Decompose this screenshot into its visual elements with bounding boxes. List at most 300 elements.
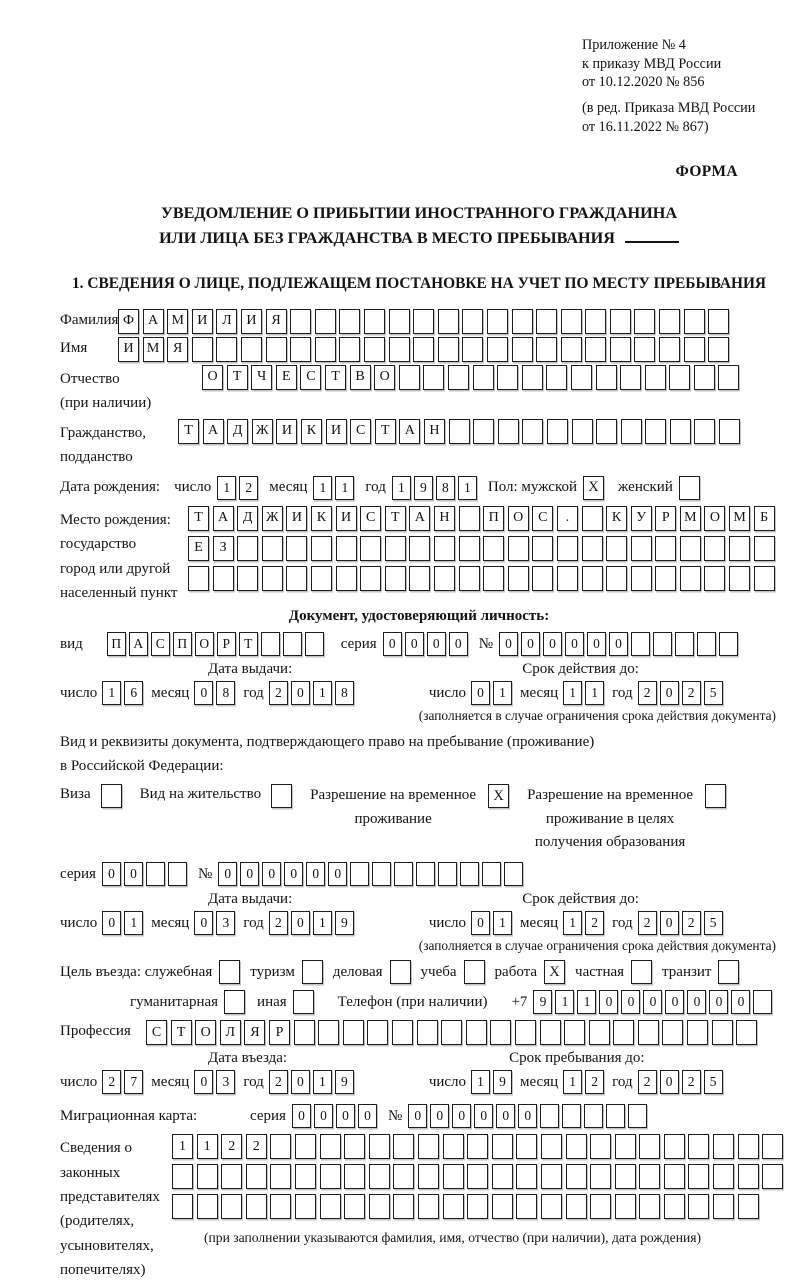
char-box[interactable] [369,1164,390,1189]
char-box[interactable] [634,337,655,362]
char-box[interactable] [512,337,533,362]
char-box[interactable] [459,506,480,531]
char-box[interactable] [492,1134,513,1159]
char-box[interactable] [192,337,213,362]
char-box[interactable] [631,632,650,656]
char-box[interactable] [467,1194,488,1219]
char-box[interactable]: 5 [704,681,723,705]
char-box[interactable]: 0 [660,681,679,705]
char-box[interactable] [561,309,582,334]
char-box[interactable] [572,419,593,444]
char-box[interactable]: 1 [313,681,332,705]
char-box[interactable] [606,566,627,591]
char-box[interactable] [688,1164,709,1189]
char-box[interactable] [687,1020,708,1045]
char-box[interactable]: 9 [335,1070,354,1094]
char-box[interactable]: 1 [335,476,354,500]
char-box[interactable] [606,1104,625,1128]
char-box[interactable] [541,1164,562,1189]
char-box[interactable] [460,862,479,886]
char-box[interactable] [645,419,666,444]
char-box[interactable]: 1 [124,911,143,935]
char-box[interactable] [719,632,738,656]
char-box[interactable]: А [399,419,420,444]
char-box[interactable] [738,1164,759,1189]
char-box[interactable]: 1 [577,990,596,1014]
char-box[interactable] [492,1194,513,1219]
char-box[interactable]: З [213,536,234,561]
char-box[interactable]: 6 [124,681,143,705]
char-box[interactable] [409,566,430,591]
char-box[interactable]: 1 [313,476,332,500]
char-box[interactable]: Т [188,506,209,531]
char-box[interactable] [645,365,666,390]
char-box[interactable]: 0 [660,911,679,935]
char-box[interactable] [246,1194,267,1219]
char-box[interactable]: С [350,419,371,444]
char-box[interactable]: 0 [427,632,446,656]
char-box[interactable] [344,1164,365,1189]
char-box[interactable] [172,1164,193,1189]
char-box[interactable] [596,419,617,444]
char-box[interactable] [364,309,385,334]
char-box[interactable]: И [192,309,213,334]
char-box[interactable] [621,419,642,444]
char-box[interactable] [197,1194,218,1219]
char-box[interactable] [315,309,336,334]
char-box[interactable] [320,1194,341,1219]
char-box[interactable] [615,1164,636,1189]
char-box[interactable] [266,337,287,362]
char-box[interactable]: Т [178,419,199,444]
char-box[interactable] [262,566,283,591]
char-box[interactable]: О [195,632,214,656]
char-box[interactable]: Е [188,536,209,561]
char-box[interactable] [237,536,258,561]
char-box[interactable]: 9 [533,990,552,1014]
char-box[interactable] [418,1134,439,1159]
char-box[interactable]: И [286,506,307,531]
char-box[interactable]: Е [276,365,297,390]
purpose-tourism-checkbox[interactable] [302,960,323,984]
char-box[interactable] [738,1194,759,1219]
char-box[interactable]: 0 [262,862,281,886]
visa-checkbox[interactable] [101,784,122,808]
char-box[interactable]: 0 [291,1070,310,1094]
char-box[interactable] [547,419,568,444]
sex-female-checkbox[interactable] [679,476,700,500]
char-box[interactable]: С [146,1020,167,1045]
char-box[interactable]: А [203,419,224,444]
char-box[interactable] [590,1164,611,1189]
char-box[interactable]: 0 [102,911,121,935]
char-box[interactable] [713,1194,734,1219]
char-box[interactable] [590,1194,611,1219]
char-box[interactable]: 1 [493,911,512,935]
char-box[interactable] [664,1134,685,1159]
char-box[interactable] [492,1164,513,1189]
char-box[interactable] [620,365,641,390]
char-box[interactable] [566,1134,587,1159]
char-box[interactable] [631,536,652,561]
char-box[interactable]: 2 [682,1070,701,1094]
residence-permit-checkbox[interactable] [271,784,292,808]
char-box[interactable]: М [680,506,701,531]
char-box[interactable] [694,419,715,444]
char-box[interactable]: 5 [704,911,723,935]
char-box[interactable] [295,1134,316,1159]
char-box[interactable] [295,1194,316,1219]
char-box[interactable] [343,1020,364,1045]
char-box[interactable]: 9 [414,476,433,500]
char-box[interactable]: 0 [731,990,750,1014]
char-box[interactable]: Ч [251,365,272,390]
char-box[interactable]: И [336,506,357,531]
char-box[interactable]: С [360,506,381,531]
char-box[interactable] [541,1194,562,1219]
char-box[interactable]: 1 [493,681,512,705]
char-box[interactable] [566,1164,587,1189]
char-box[interactable]: К [301,419,322,444]
char-box[interactable]: Я [266,309,287,334]
char-box[interactable]: Ж [262,506,283,531]
char-box[interactable] [221,1194,242,1219]
char-box[interactable]: 1 [197,1134,218,1159]
char-box[interactable]: 0 [405,632,424,656]
char-box[interactable]: 9 [493,1070,512,1094]
char-box[interactable]: Т [375,419,396,444]
char-box[interactable] [369,1194,390,1219]
char-box[interactable]: А [129,632,148,656]
char-box[interactable]: 1 [313,911,332,935]
char-box[interactable]: А [409,506,430,531]
char-box[interactable] [188,566,209,591]
char-box[interactable] [360,566,381,591]
char-box[interactable]: 0 [284,862,303,886]
char-box[interactable]: Я [244,1020,265,1045]
char-box[interactable] [738,1134,759,1159]
char-box[interactable]: С [300,365,321,390]
char-box[interactable] [449,419,470,444]
char-box[interactable]: 0 [124,862,143,886]
char-box[interactable] [557,536,578,561]
char-box[interactable]: П [107,632,126,656]
char-box[interactable] [385,536,406,561]
purpose-private-checkbox[interactable] [631,960,652,984]
char-box[interactable] [713,1164,734,1189]
char-box[interactable] [443,1194,464,1219]
purpose-humanitarian-checkbox[interactable] [224,990,245,1014]
purpose-business-checkbox[interactable] [390,960,411,984]
char-box[interactable]: 2 [102,1070,121,1094]
char-box[interactable] [613,1020,634,1045]
char-box[interactable] [487,309,508,334]
char-box[interactable]: 3 [216,911,235,935]
char-box[interactable]: 0 [314,1104,333,1128]
char-box[interactable]: 1 [585,681,604,705]
char-box[interactable]: 2 [682,681,701,705]
char-box[interactable] [490,1020,511,1045]
char-box[interactable] [459,566,480,591]
char-box[interactable] [385,566,406,591]
char-box[interactable] [639,1194,660,1219]
char-box[interactable] [532,536,553,561]
char-box[interactable] [311,566,332,591]
char-box[interactable]: 0 [336,1104,355,1128]
char-box[interactable] [762,1164,783,1189]
char-box[interactable] [372,862,391,886]
char-box[interactable] [237,566,258,591]
char-box[interactable] [664,1164,685,1189]
char-box[interactable]: И [241,309,262,334]
char-box[interactable]: 3 [216,1070,235,1094]
char-box[interactable] [434,566,455,591]
char-box[interactable] [409,536,430,561]
char-box[interactable] [270,1134,291,1159]
char-box[interactable] [213,566,234,591]
char-box[interactable]: 0 [496,1104,515,1128]
char-box[interactable]: 0 [565,632,584,656]
char-box[interactable] [571,365,592,390]
char-box[interactable] [286,536,307,561]
char-box[interactable] [541,1134,562,1159]
char-box[interactable] [754,566,775,591]
char-box[interactable] [688,1134,709,1159]
char-box[interactable] [704,536,725,561]
char-box[interactable] [197,1164,218,1189]
char-box[interactable]: 0 [709,990,728,1014]
char-box[interactable]: 0 [621,990,640,1014]
char-box[interactable]: 0 [609,632,628,656]
purpose-work-checkbox[interactable]: X [544,960,565,984]
char-box[interactable] [295,1164,316,1189]
char-box[interactable] [670,419,691,444]
char-box[interactable] [434,536,455,561]
char-box[interactable] [168,862,187,886]
char-box[interactable]: 0 [218,862,237,886]
char-box[interactable] [462,309,483,334]
char-box[interactable]: 0 [306,862,325,886]
char-box[interactable] [639,1164,660,1189]
temp-permit-edu-checkbox[interactable] [705,784,726,808]
char-box[interactable]: 0 [599,990,618,1014]
char-box[interactable]: 8 [216,681,235,705]
char-box[interactable]: Т [325,365,346,390]
char-box[interactable] [508,536,529,561]
char-box[interactable] [360,536,381,561]
char-box[interactable] [638,1020,659,1045]
char-box[interactable]: Т [385,506,406,531]
char-box[interactable] [336,536,357,561]
char-box[interactable] [441,1020,462,1045]
char-box[interactable] [497,365,518,390]
char-box[interactable]: Д [227,419,248,444]
temp-permit-checkbox[interactable]: X [488,784,509,808]
char-box[interactable]: 5 [704,1070,723,1094]
char-box[interactable] [290,337,311,362]
char-box[interactable] [364,337,385,362]
char-box[interactable] [631,566,652,591]
char-box[interactable] [659,309,680,334]
char-box[interactable]: Д [237,506,258,531]
char-box[interactable] [589,1020,610,1045]
char-box[interactable] [669,365,690,390]
char-box[interactable] [655,566,676,591]
char-box[interactable] [713,1134,734,1159]
char-box[interactable]: А [143,309,164,334]
char-box[interactable] [172,1194,193,1219]
char-box[interactable]: 0 [474,1104,493,1128]
char-box[interactable] [483,566,504,591]
char-box[interactable] [418,1194,439,1219]
char-box[interactable] [634,309,655,334]
char-box[interactable] [590,1134,611,1159]
char-box[interactable]: 1 [563,681,582,705]
char-box[interactable] [344,1194,365,1219]
char-box[interactable] [680,566,701,591]
char-box[interactable]: П [483,506,504,531]
char-box[interactable] [536,337,557,362]
char-box[interactable]: 0 [543,632,562,656]
char-box[interactable]: 0 [358,1104,377,1128]
char-box[interactable] [754,536,775,561]
char-box[interactable]: 0 [471,911,490,935]
char-box[interactable] [708,309,729,334]
char-box[interactable] [443,1164,464,1189]
char-box[interactable] [718,365,739,390]
char-box[interactable]: 1 [217,476,236,500]
char-box[interactable]: 2 [585,911,604,935]
char-box[interactable]: Т [227,365,248,390]
char-box[interactable]: 0 [194,681,213,705]
char-box[interactable] [610,309,631,334]
char-box[interactable] [318,1020,339,1045]
char-box[interactable] [719,419,740,444]
char-box[interactable]: П [173,632,192,656]
char-box[interactable] [311,536,332,561]
char-box[interactable] [546,365,567,390]
char-box[interactable]: Л [216,309,237,334]
char-box[interactable]: Н [434,506,455,531]
char-box[interactable]: О [202,365,223,390]
char-box[interactable]: 0 [499,632,518,656]
char-box[interactable] [344,1134,365,1159]
char-box[interactable] [392,1020,413,1045]
char-box[interactable] [653,632,672,656]
char-box[interactable] [697,632,716,656]
char-box[interactable]: 2 [638,911,657,935]
char-box[interactable]: 1 [313,1070,332,1094]
char-box[interactable] [394,862,413,886]
char-box[interactable]: Т [239,632,258,656]
char-box[interactable]: 0 [449,632,468,656]
char-box[interactable] [369,1134,390,1159]
purpose-other-checkbox[interactable] [293,990,314,1014]
char-box[interactable] [628,1104,647,1128]
char-box[interactable] [438,862,457,886]
char-box[interactable]: 1 [471,1070,490,1094]
char-box[interactable] [536,309,557,334]
char-box[interactable]: 1 [102,681,121,705]
char-box[interactable]: О [704,506,725,531]
char-box[interactable] [540,1020,561,1045]
char-box[interactable] [290,309,311,334]
char-box[interactable] [585,337,606,362]
char-box[interactable]: 0 [687,990,706,1014]
char-box[interactable] [216,337,237,362]
char-box[interactable] [582,566,603,591]
char-box[interactable] [413,309,434,334]
char-box[interactable] [389,309,410,334]
char-box[interactable]: С [151,632,170,656]
char-box[interactable]: . [557,506,578,531]
char-box[interactable] [753,990,772,1014]
purpose-study-checkbox[interactable] [464,960,485,984]
char-box[interactable]: И [276,419,297,444]
char-box[interactable] [448,365,469,390]
char-box[interactable] [516,1194,537,1219]
char-box[interactable] [241,337,262,362]
char-box[interactable]: 0 [383,632,402,656]
char-box[interactable]: 2 [585,1070,604,1094]
char-box[interactable] [512,309,533,334]
char-box[interactable]: 2 [638,681,657,705]
char-box[interactable]: А [213,506,234,531]
char-box[interactable]: 2 [246,1134,267,1159]
char-box[interactable] [561,337,582,362]
char-box[interactable] [305,632,324,656]
char-box[interactable] [562,1104,581,1128]
char-box[interactable] [473,365,494,390]
char-box[interactable]: 7 [124,1070,143,1094]
char-box[interactable] [270,1164,291,1189]
char-box[interactable] [694,365,715,390]
title-blank-line[interactable] [625,230,679,243]
char-box[interactable]: Ж [252,419,273,444]
char-box[interactable]: 2 [269,681,288,705]
char-box[interactable]: 0 [291,681,310,705]
char-box[interactable] [270,1194,291,1219]
char-box[interactable] [664,1194,685,1219]
char-box[interactable]: 2 [269,911,288,935]
char-box[interactable]: 1 [555,990,574,1014]
char-box[interactable] [367,1020,388,1045]
char-box[interactable] [564,1020,585,1045]
char-box[interactable]: Б [754,506,775,531]
char-box[interactable] [417,1020,438,1045]
purpose-transit-checkbox[interactable] [718,960,739,984]
char-box[interactable] [443,1134,464,1159]
char-box[interactable] [320,1134,341,1159]
char-box[interactable]: 2 [269,1070,288,1094]
char-box[interactable] [393,1194,414,1219]
char-box[interactable] [413,337,434,362]
char-box[interactable] [540,1104,559,1128]
char-box[interactable] [487,337,508,362]
char-box[interactable] [729,536,750,561]
char-box[interactable]: 0 [194,1070,213,1094]
char-box[interactable] [522,365,543,390]
char-box[interactable] [438,309,459,334]
char-box[interactable] [221,1164,242,1189]
char-box[interactable] [584,1104,603,1128]
char-box[interactable]: 0 [521,632,540,656]
char-box[interactable]: М [167,309,188,334]
char-box[interactable] [286,566,307,591]
char-box[interactable] [585,309,606,334]
char-box[interactable] [639,1134,660,1159]
char-box[interactable] [466,1020,487,1045]
